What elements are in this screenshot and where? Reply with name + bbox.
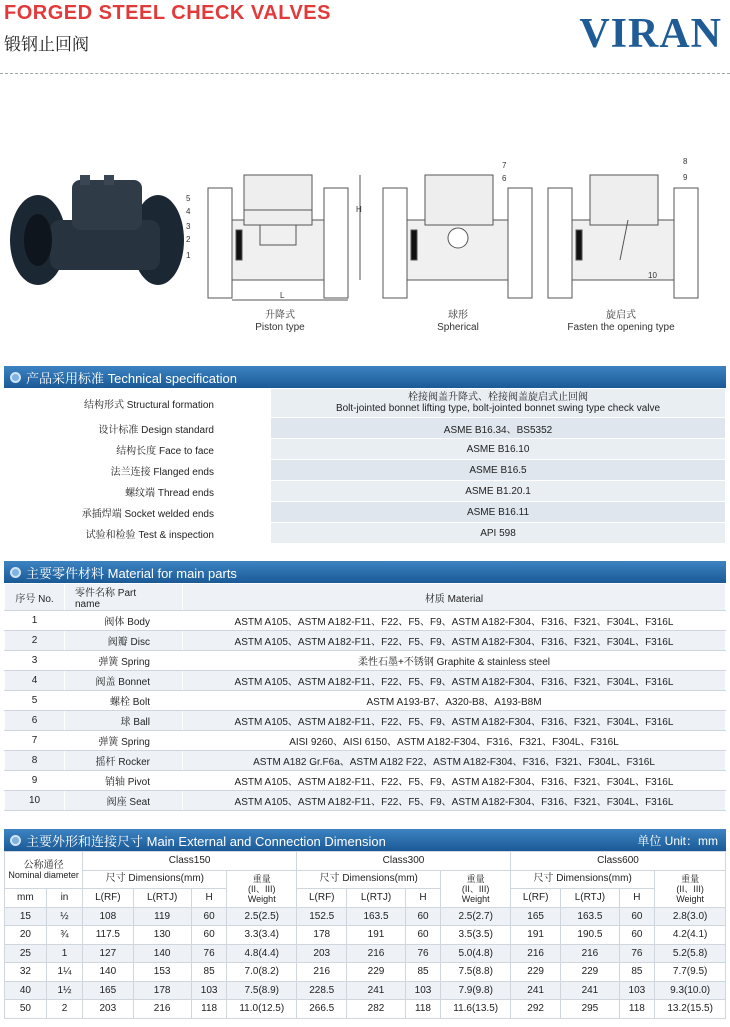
table-cell: 216 (510, 944, 560, 963)
caption-spherical-en: Spherical (437, 322, 479, 333)
table-cell: 140 (133, 944, 191, 963)
table-cell: 203 (297, 944, 347, 963)
table-cell: 178 (297, 926, 347, 945)
col-h: H (191, 889, 227, 908)
weight-en: Weight (461, 893, 490, 904)
part-no: 8 (5, 751, 65, 771)
table-row (5, 502, 726, 523)
caption-swing-en: Fasten the opening type (567, 322, 675, 333)
table-cell: 153 (133, 963, 191, 982)
col-header-material: 材质 Material (183, 584, 726, 611)
callout-6: 6 (502, 174, 507, 183)
table-cell: 3.3(3.4) (227, 926, 297, 945)
spec-value (271, 389, 726, 418)
weight-cn: 重量 (252, 873, 271, 884)
class150-header: Class150 (83, 852, 297, 871)
table-cell: 152.5 (297, 907, 347, 926)
table-cell: 229 (561, 963, 619, 982)
caption-swing (556, 310, 686, 334)
table-row (5, 963, 726, 982)
weight-header (227, 870, 297, 907)
spec-value: ASME B16.5 (271, 460, 726, 481)
table-cell: 241 (510, 981, 560, 1000)
callout-9: 9 (683, 173, 688, 182)
table-row (5, 771, 726, 791)
weight-cn: 重量 (466, 873, 485, 884)
weight-roman: (II、III) (676, 883, 704, 894)
table-row (5, 671, 726, 691)
table-cell: 140 (83, 963, 133, 982)
table-row (5, 389, 726, 418)
table-cell: 50 (5, 1000, 47, 1019)
weight-roman: (II、III) (248, 883, 276, 894)
table-cell: 76 (191, 944, 227, 963)
table-header-row (5, 852, 726, 871)
table-cell: 32 (5, 963, 47, 982)
part-name: 销轴 Pivot (65, 771, 183, 791)
table-cell: 3.5(3.5) (441, 926, 511, 945)
table-cell: 2.5(2.7) (441, 907, 511, 926)
part-material: ASTM A182 Gr.F6a、ASTM A182 F22、ASTM A182-F304、F316、F321、F304L、F316L (183, 751, 726, 771)
table-cell: 282 (347, 1000, 405, 1019)
weight-roman: (II、III) (461, 883, 490, 894)
caption-swing-cn: 旋启式 (606, 310, 636, 321)
callout-10: 10 (648, 271, 657, 280)
table-cell: 108 (83, 907, 133, 926)
valve-figures (0, 150, 730, 340)
table-header-row (5, 870, 726, 889)
caption-piston (230, 310, 330, 334)
table-cell: 60 (619, 907, 655, 926)
part-name: 阀瓣 Disc (65, 631, 183, 651)
valve-photo (10, 175, 184, 285)
col-in: in (46, 889, 82, 908)
piston-callouts (186, 194, 191, 260)
col-header-part: 零件名称 Part name (65, 584, 183, 611)
bullet-icon (10, 835, 21, 846)
table-cell: 103 (405, 981, 441, 1000)
dim-label: 尺寸 Dimensions(mm) (83, 870, 227, 889)
table-cell: 85 (405, 963, 441, 982)
nominal-header (5, 852, 83, 889)
table-row (5, 926, 726, 945)
table-cell: 60 (619, 926, 655, 945)
tech-spec-table (4, 388, 726, 544)
table-header-row (5, 889, 726, 908)
table-cell: 191 (347, 926, 405, 945)
table-cell: 25 (5, 944, 47, 963)
col-mm: mm (5, 889, 47, 908)
table-header-row (5, 584, 726, 611)
part-no: 1 (5, 611, 65, 631)
table-cell: 85 (619, 963, 655, 982)
table-cell: 11.0(12.5) (227, 1000, 297, 1019)
page-title: FORGED STEEL CHECK VALVES (4, 2, 331, 24)
spec-value: ASME B1.20.1 (271, 481, 726, 502)
table-cell: 229 (510, 963, 560, 982)
part-no: 7 (5, 731, 65, 751)
spec-label: 法兰连接 Flanged ends (5, 460, 271, 481)
table-cell: 241 (561, 981, 619, 1000)
spherical-drawing (383, 175, 532, 298)
part-no: 9 (5, 771, 65, 791)
dims-table (4, 851, 726, 1019)
callout-4: 4 (186, 207, 191, 216)
table-row (5, 731, 726, 751)
weight-header (655, 870, 726, 907)
part-name: 阀盖 Bonnet (65, 671, 183, 691)
dims-header (4, 829, 726, 851)
table-cell: 20 (5, 926, 47, 945)
table-cell: 165 (83, 981, 133, 1000)
part-no: 4 (5, 671, 65, 691)
weight-cn: 重量 (681, 873, 700, 884)
spec-value-cn: 栓接阀盖升降式、栓接阀盖旋启式止回阀 (408, 392, 588, 403)
parts-table (4, 583, 726, 811)
table-cell: 103 (191, 981, 227, 1000)
header-divider (0, 73, 730, 74)
table-cell: 1 (46, 944, 82, 963)
table-cell: 119 (133, 907, 191, 926)
table-cell: 60 (191, 907, 227, 926)
table-cell: 7.5(8.8) (441, 963, 511, 982)
parts-header (4, 561, 726, 583)
dim-label: 尺寸 Dimensions(mm) (297, 870, 441, 889)
dims-unit: 单位 Unit：mm (637, 833, 718, 848)
table-cell: 11.6(13.5) (441, 1000, 511, 1019)
table-cell: 9.3(10.0) (655, 981, 726, 1000)
brand-logo: VIRAN (579, 11, 722, 57)
table-cell: 103 (619, 981, 655, 1000)
part-no: 3 (5, 651, 65, 671)
spherical-callouts (502, 161, 507, 183)
tech-spec-title: 产品采用标准 Technical specification (26, 370, 237, 386)
table-cell: 7.9(9.8) (441, 981, 511, 1000)
table-row (5, 981, 726, 1000)
table-cell: 178 (133, 981, 191, 1000)
part-material: ASTM A105、ASTM A182-F11、F22、F5、F9、ASTM A182-F304、F316、F321、F304L、F316L (183, 791, 726, 811)
table-cell: 191 (510, 926, 560, 945)
caption-spherical-cn: 球形 (448, 310, 468, 321)
col-h: H (619, 889, 655, 908)
table-cell: 163.5 (561, 907, 619, 926)
part-material: ASTM A105、ASTM A182-F11、F22、F5、F9、ASTM A182-F304、F316、F321、F304L、F316L (183, 771, 726, 791)
table-row (5, 523, 726, 544)
table-cell: 7.5(8.9) (227, 981, 297, 1000)
part-material: ASTM A105、ASTM A182-F11、F22、F5、F9、ASTM A182-F304、F316、F321、F304L、F316L (183, 711, 726, 731)
table-cell: 85 (191, 963, 227, 982)
part-material: AISI 9260、AISI 6150、ASTM A182-F304、F316、F321、F304L、F316L (183, 731, 726, 751)
table-cell: 118 (405, 1000, 441, 1019)
callout-8: 8 (683, 157, 688, 166)
table-row (5, 691, 726, 711)
table-row (5, 791, 726, 811)
spec-value: ASME B16.10 (271, 439, 726, 460)
spec-label: 结构长度 Face to face (5, 439, 271, 460)
table-cell: 7.0(8.2) (227, 963, 297, 982)
part-name: 摇杆 Rocker (65, 751, 183, 771)
table-row (5, 460, 726, 481)
table-cell: 163.5 (347, 907, 405, 926)
spec-label: 结构形式 Structural formation (5, 389, 271, 418)
col-lrtj: L(RTJ) (133, 889, 191, 908)
callout-7: 7 (502, 161, 507, 170)
dim-l-letter: L (280, 291, 285, 300)
page-subtitle: 锻钢止回阀 (4, 35, 89, 54)
nominal-en: Nominal diameter (8, 869, 79, 880)
col-lrtj: L(RTJ) (561, 889, 619, 908)
table-cell: 292 (510, 1000, 560, 1019)
table-cell: 118 (619, 1000, 655, 1019)
table-cell: 241 (347, 981, 405, 1000)
part-name: 球 Ball (65, 711, 183, 731)
table-cell: 5.2(5.8) (655, 944, 726, 963)
table-cell: 229 (347, 963, 405, 982)
dim-h-letter: H (356, 205, 362, 214)
table-cell: 127 (83, 944, 133, 963)
table-cell: 60 (405, 926, 441, 945)
nominal-cn: 公称通径 (23, 859, 64, 871)
table-cell: 216 (133, 1000, 191, 1019)
spec-value-en: Bolt-jointed bonnet lifting type, bolt-jointed bonnet swing type check valve (335, 403, 661, 414)
table-cell: 2.8(3.0) (655, 907, 726, 926)
table-row (5, 651, 726, 671)
spec-value: ASME B16.34、BS5352 (271, 418, 726, 439)
part-material: ASTM A193-B7、A320-B8、A193-B8M (183, 691, 726, 711)
table-cell: 130 (133, 926, 191, 945)
table-cell: 266.5 (297, 1000, 347, 1019)
col-lrf: L(RF) (297, 889, 347, 908)
class300-header: Class300 (297, 852, 511, 871)
table-cell: 60 (191, 926, 227, 945)
callout-2: 2 (186, 235, 191, 244)
dim-label: 尺寸 Dimensions(mm) (510, 870, 654, 889)
part-material: ASTM A105、ASTM A182-F11、F22、F5、F9、ASTM A182-F304、F316、F321、F304L、F316L (183, 611, 726, 631)
table-cell: 295 (561, 1000, 619, 1019)
part-no: 5 (5, 691, 65, 711)
part-no: 10 (5, 791, 65, 811)
part-material: ASTM A105、ASTM A182-F11、F22、F5、F9、ASTM A182-F304、F316、F321、F304L、F316L (183, 671, 726, 691)
swing-type-drawing (548, 175, 698, 298)
spec-label: 设计标准 Design standard (5, 418, 271, 439)
table-cell: 60 (405, 907, 441, 926)
part-name: 螺栓 Bolt (65, 691, 183, 711)
callout-5: 5 (186, 194, 191, 203)
table-row (5, 751, 726, 771)
piston-type-drawing (208, 175, 360, 300)
col-header-no: 序号 No. (5, 584, 65, 611)
part-no: 6 (5, 711, 65, 731)
table-row (5, 631, 726, 651)
dims-title: 主要外形和连接尺寸 Main External and Connection Dimension (26, 833, 386, 849)
table-cell: ½ (46, 907, 82, 926)
table-row (5, 944, 726, 963)
table-cell: 1½ (46, 981, 82, 1000)
weight-en: Weight (676, 893, 705, 904)
table-row (5, 711, 726, 731)
col-h: H (405, 889, 441, 908)
table-cell: 4.2(4.1) (655, 926, 726, 945)
table-cell: 40 (5, 981, 47, 1000)
table-cell: 117.5 (83, 926, 133, 945)
spec-label: 螺纹端 Thread ends (5, 481, 271, 502)
part-material: ASTM A105、ASTM A182-F11、F22、F5、F9、ASTM A182-F304、F316、F321、F304L、F316L (183, 631, 726, 651)
col-lrf: L(RF) (510, 889, 560, 908)
table-cell: 165 (510, 907, 560, 926)
spec-label: 承插焊端 Socket welded ends (5, 502, 271, 523)
table-row (5, 418, 726, 439)
table-cell: 76 (405, 944, 441, 963)
table-cell: 216 (297, 963, 347, 982)
callout-1: 1 (186, 251, 191, 260)
callout-3: 3 (186, 222, 191, 231)
spec-value: ASME B16.11 (271, 502, 726, 523)
table-cell: ¾ (46, 926, 82, 945)
table-cell: 190.5 (561, 926, 619, 945)
col-lrf: L(RF) (83, 889, 133, 908)
table-cell: 2 (46, 1000, 82, 1019)
bullet-icon (10, 567, 21, 578)
part-name: 弹簧 Spring (65, 651, 183, 671)
table-cell: 5.0(4.8) (441, 944, 511, 963)
weight-en: Weight (247, 893, 276, 904)
table-row (5, 439, 726, 460)
spec-value: API 598 (271, 523, 726, 544)
col-lrtj: L(RTJ) (347, 889, 405, 908)
part-no: 2 (5, 631, 65, 651)
table-cell: 216 (347, 944, 405, 963)
tech-spec-header (4, 366, 726, 388)
caption-piston-cn: 升降式 (265, 310, 295, 321)
table-row (5, 1000, 726, 1019)
bullet-icon (10, 372, 21, 383)
spec-label: 试验和检验 Test & inspection (5, 523, 271, 544)
table-cell: 4.8(4.4) (227, 944, 297, 963)
table-cell: 118 (191, 1000, 227, 1019)
class600-header: Class600 (510, 852, 725, 871)
table-cell: 13.2(15.5) (655, 1000, 726, 1019)
table-cell: 1¼ (46, 963, 82, 982)
part-name: 弹簧 Spring (65, 731, 183, 751)
table-cell: 228.5 (297, 981, 347, 1000)
table-cell: 15 (5, 907, 47, 926)
parts-title: 主要零件材料 Material for main parts (26, 565, 237, 581)
part-material: 柔性石墨+不锈钢 Graphite & stainless steel (183, 651, 726, 671)
part-name: 阀体 Body (65, 611, 183, 631)
caption-spherical (408, 310, 508, 334)
table-row (5, 907, 726, 926)
caption-piston-en: Piston type (255, 322, 305, 333)
part-name: 阀座 Seat (65, 791, 183, 811)
weight-header (441, 870, 511, 907)
table-cell: 216 (561, 944, 619, 963)
table-cell: 7.7(9.5) (655, 963, 726, 982)
table-row (5, 481, 726, 502)
table-row (5, 611, 726, 631)
table-cell: 203 (83, 1000, 133, 1019)
table-cell: 2.5(2.5) (227, 907, 297, 926)
table-cell: 76 (619, 944, 655, 963)
